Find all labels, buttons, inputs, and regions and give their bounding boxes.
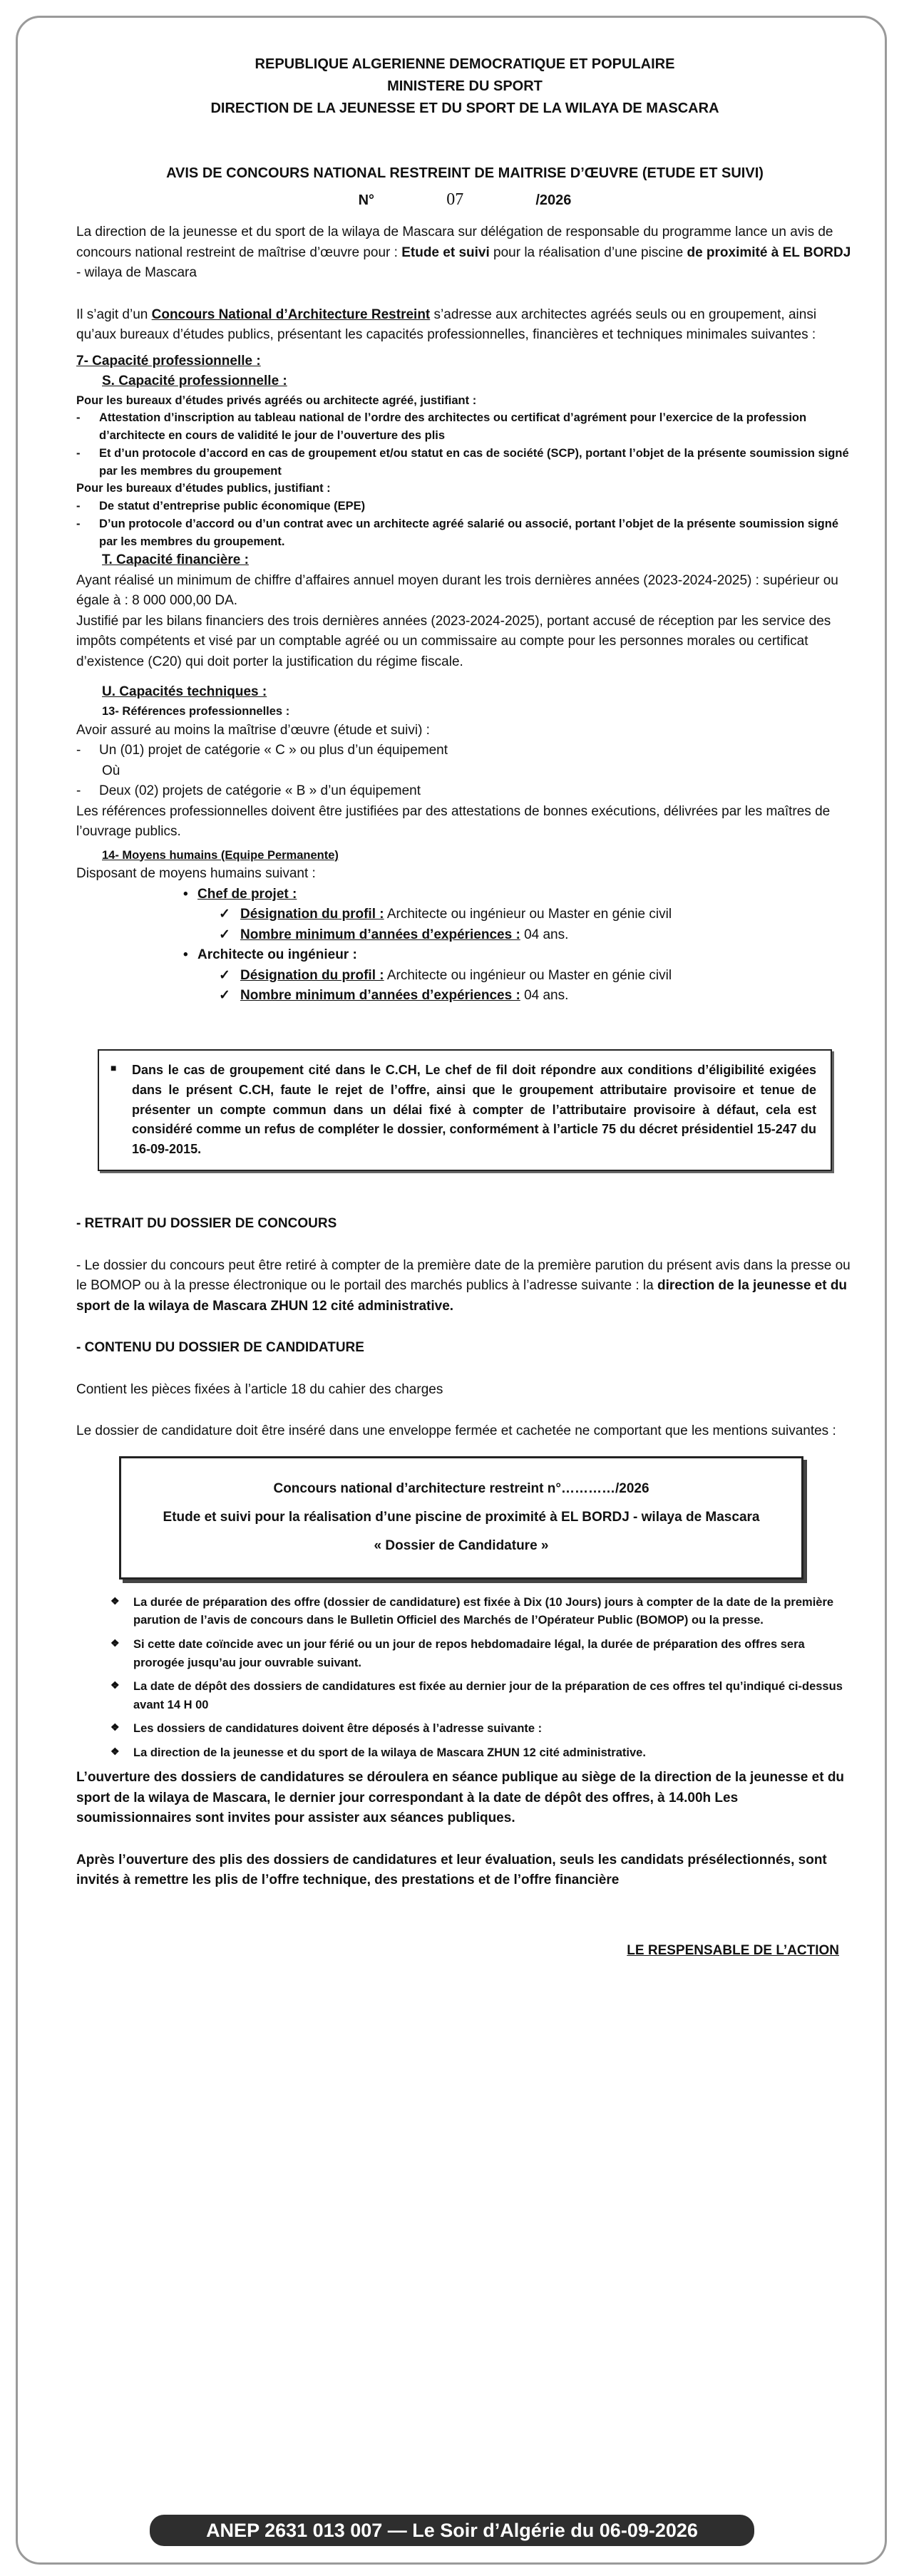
profile-label: Désignation du profil : [240,907,384,922]
list-item: - Attestation d’inscription au tableau national de l’ordre des architectes ou certificat d’agrément pour l’exercice de la profession d’architecte en cours de validité le jour de l’ouverture des plis [76,409,853,445]
role-block [76,885,853,946]
concerns-text1: Il s’agit d’un [76,306,152,322]
opening-text2: Après l’ouverture des plis des dossiers de candidatures et leur évaluation, seuls les candidats présélectionnés, sont invités à remettre les plis de l’offre technique, des prestations et de l’offre financière [76,1852,827,1888]
private-intro: Pour les bureaux d’études privés agréés ou architecte agréé, justifiant : [76,393,477,407]
notice-page [16,16,887,2565]
diamond-bullet-icon: ❖ [111,1637,120,1649]
header-line: REPUBLIQUE ALGERIENNE DEMOCRATIQUE ET POPULAIRE [255,56,675,72]
number-value: 07 [446,190,464,209]
role-block [76,945,853,1006]
contenu-text1: Contient les pièces fixées à l’article 18 du cahier des charges [76,1381,443,1397]
checkmark-icon: ✓ [219,927,230,942]
envelope-line2: Etude et suivi pour la réalisation d’une piscine de proximité à EL BORDJ - wilaya de Mascara [163,1510,760,1525]
refs-heading: 13- Références professionnelles : [102,704,290,718]
role-profile [76,966,853,986]
capacite-fin-text1: Ayant réalisé un minimum de chiffre d’affaires annuel moyen durant les trois dernières années (2023-2024-2025) : supérieur ou égale à : 8 000 000,00 DA. [76,572,838,609]
capacite-fin-section [76,550,853,672]
role-years [76,986,853,1006]
grouping-note-text: Dans le cas de groupement cité dans le C.CH, Le chef de fil doit répondre aux conditions d’éligibilité exigées dans le présent C.CH, faute le rejet de l’offre, ainsi que le groupement attributaire provisoire et tenue de présenter un compte commun dans un délai fixé à compter de l’attributaire provisoire à défaut, cela est considéré comme un refus de compléter le dossier, conformément à l’article 75 du décret présidentiel 15-247 du 16-09-2015. [132,1062,816,1157]
years-label: Nombre minimum d’années d’expériences : [240,927,520,942]
intro-paragraph [76,222,853,284]
checkmark-icon: ✓ [219,907,230,922]
diamond-bullet-icon: ❖ [111,1679,120,1691]
role-years [76,925,853,946]
refs-intro: Avoir assuré au moins la maîtrise d’œuvre (étude et suivi) : [76,722,430,738]
capacite-fin-text2: Justifié par les bilans financiers des trois dernières années (2023-2024-2025), portant accusé de réception par les service des impôts compétents et visé par un comptable agréé ou un commissaire au compte pour les personnes morales ou certificat d’existence (C20) qui doit porter la justification du régime fiscale. [76,613,831,669]
concerns-text2: s’adresse aux architectes agréés seuls ou en groupement, ainsi qu’aux bureaux d’études publics, présentant les capacités professionnelles, financières et techniques minimales suivantes : [76,306,817,342]
capacite-pro-section [76,351,853,551]
condition-text: Les dossiers de candidatures doivent être déposés à l’adresse suivante : [133,1722,543,1736]
square-bullet-icon: ■ [111,1061,117,1073]
means-heading: 14- Moyens humains (Equipe Permanente) [102,848,339,862]
list-item [76,1594,853,1630]
envelope-label-box [119,1456,803,1580]
intro-subject: Etude et suivi [401,244,490,260]
checkmark-icon: ✓ [219,988,230,1004]
retrait-section [76,1214,853,1317]
concerns-paragraph [76,305,853,346]
intro-text3: - wilaya de Mascara [76,265,197,280]
diamond-bullet-icon: ❖ [111,1745,120,1757]
list-item [76,1720,853,1738]
refs-list [76,741,853,761]
years-label: Nombre minimum d’années d’expériences : [240,988,520,1004]
list-item: - Et d’un protocole d’accord en cas de groupement et/ou statut en cas de société (SCP), portant l’objet de la présente soumission signé par les membres du groupement [76,445,853,480]
capacite-tech-section [76,682,853,1006]
diamond-bullet-icon: ❖ [111,1721,120,1733]
number-prefix: N° [358,192,375,208]
retrait-heading: - RETRAIT DU DOSSIER DE CONCOURS [76,1216,337,1232]
capacite-tech-heading: U. Capacités techniques : [102,684,267,700]
refs-or: Où [102,763,120,778]
condition-text: La durée de préparation des offre (dossier de candidature) est fixée à Dix (10 Jours) jours à compter de la date de la première parution de l’avis de concours dans le Bulletin Officiel des Marchés de l’Opérateur Public (BOMOP) ou la presse. [133,1595,834,1627]
profile-label: Désignation du profil : [240,967,384,983]
list-item: - Un (01) projet de catégorie « C » ou plus d’un équipement [76,741,853,761]
capacite-fin-heading: T. Capacité financière : [102,552,249,568]
role-title [76,885,853,905]
contenu-section [76,1338,853,1442]
refs-list [76,781,853,802]
number-suffix: /2026 [535,192,572,208]
list-item [76,1636,853,1672]
notice-content [76,53,853,1961]
list-item [76,1744,853,1763]
retrait-address: direction de la jeunesse et du sport de la wilaya de Mascara ZHUN 12 cité administrative. [76,1278,848,1314]
capacite-pro-heading: 7- Capacité professionnelle : [76,353,261,369]
retrait-body: - Le dossier du concours peut être retiré à compter de la première date de la première parution du présent avis dans la presse ou le BOMOP ou à la presse électronique ou le portail des marchés publics à l’adresse suivante : la [76,1257,851,1294]
public-intro: Pour les bureaux d’études publics, justifiant : [76,482,331,495]
contenu-text2: Le dossier de candidature doit être inséré dans une enveloppe fermée et cachetée ne comportant que les mentions suivantes : [76,1423,836,1439]
notice-title: AVIS DE CONCOURS NATIONAL RESTREINT DE MAITRISE D’ŒUVRE (ETUDE ET SUIVI) [166,165,764,181]
profile-value: Architecte ou ingénieur ou Master en génie civil [384,907,672,922]
checkmark-icon: ✓ [219,967,230,983]
role-profile [76,905,853,925]
years-value: 04 ans. [520,927,569,942]
footer-banner: ANEP 2631 013 007 — Le Soir d’Algérie du 06-09-2026 [150,2515,754,2546]
intro-text: La direction de la jeunesse et du sport de la wilaya de Mascara sur délégation de responsable du programme lance un avis de concours national restreint de maîtrise d’œuvre pour : [76,225,833,260]
role-title [76,945,853,966]
list-item [76,1678,853,1714]
bullet-icon: • [183,886,188,902]
means-intro: Disposant de moyens humains suivant : [76,866,316,882]
header-line: DIRECTION DE LA JEUNESSE ET DU SPORT DE LA WILAYA DE MASCARA [210,101,719,116]
list-item: - D’un protocole d’accord ou d’un contrat avec un architecte agréé salarié ou associé, portant l’objet de la présente soumission signé par les membres du groupement. [76,515,853,551]
header [76,53,853,120]
condition-text: La direction de la jeunesse et du sport de la wilaya de Mascara ZHUN 12 cité administrative. [133,1746,646,1759]
intro-place: de proximité à EL BORDJ [687,244,851,260]
condition-text: Si cette date coïncide avec un jour férié ou un jour de repos hebdomadaire légal, la durée de préparation des offres sera prorogée jusqu’au jour ouvrable suivant. [133,1638,805,1669]
contenu-heading: - CONTENU DU DOSSIER DE CANDIDATURE [76,1340,364,1356]
opening-text: L’ouverture des dossiers de candidatures se déroulera en séance publique au siège de la direction de la jeunesse et du sport de la wilaya de Mascara, le dernier jour correspondant à la date de dépôt des offres, à 14.00h Les soumissionnaires sont invites pour assister aux séances publiques. [76,1770,845,1826]
envelope-line3: « Dossier de Candidature » [374,1538,549,1554]
concerns-bold: Concours National d’Architecture Restreint [151,306,431,322]
role-title-text: Architecte ou ingénieur : [197,947,357,963]
conditions-list [76,1594,853,1763]
profile-value: Architecte ou ingénieur ou Master en génie civil [384,967,672,983]
grouping-note-box [98,1049,832,1171]
list-item: - Deux (02) projets de catégorie « B » d’un équipement [76,781,853,802]
diamond-bullet-icon: ❖ [111,1594,120,1607]
refs-note: Les références professionnelles doivent être justifiées par des attestations de bonnes exécutions, délivrées par les maîtres de l’ouvrage publics. [76,803,831,839]
list-item: - De statut d’entreprise public économique (EPE) [76,498,853,515]
role-title-text: Chef de projet : [197,886,297,902]
capacite-pro-subheading: S. Capacité professionnelle : [102,373,287,388]
envelope-line1: Concours national d’architecture restreint n°…………/2026 [273,1480,649,1496]
public-list [76,498,853,550]
private-list [76,409,853,480]
signature: LE RESPENSABLE DE L’ACTION [627,1942,839,1958]
condition-text: La date de dépôt des dossiers de candidatures est fixée au dernier jour de la préparation de ces offres tel qu’indiqué ci-dessus avant 14 H 00 [133,1680,843,1711]
header-line: MINISTERE DU SPORT [387,78,543,94]
notice-number [76,187,853,212]
bullet-icon: • [183,947,188,963]
intro-text2: pour la réalisation d’une piscine [489,244,687,260]
retrait-text [76,1256,853,1317]
years-value: 04 ans. [520,988,569,1004]
